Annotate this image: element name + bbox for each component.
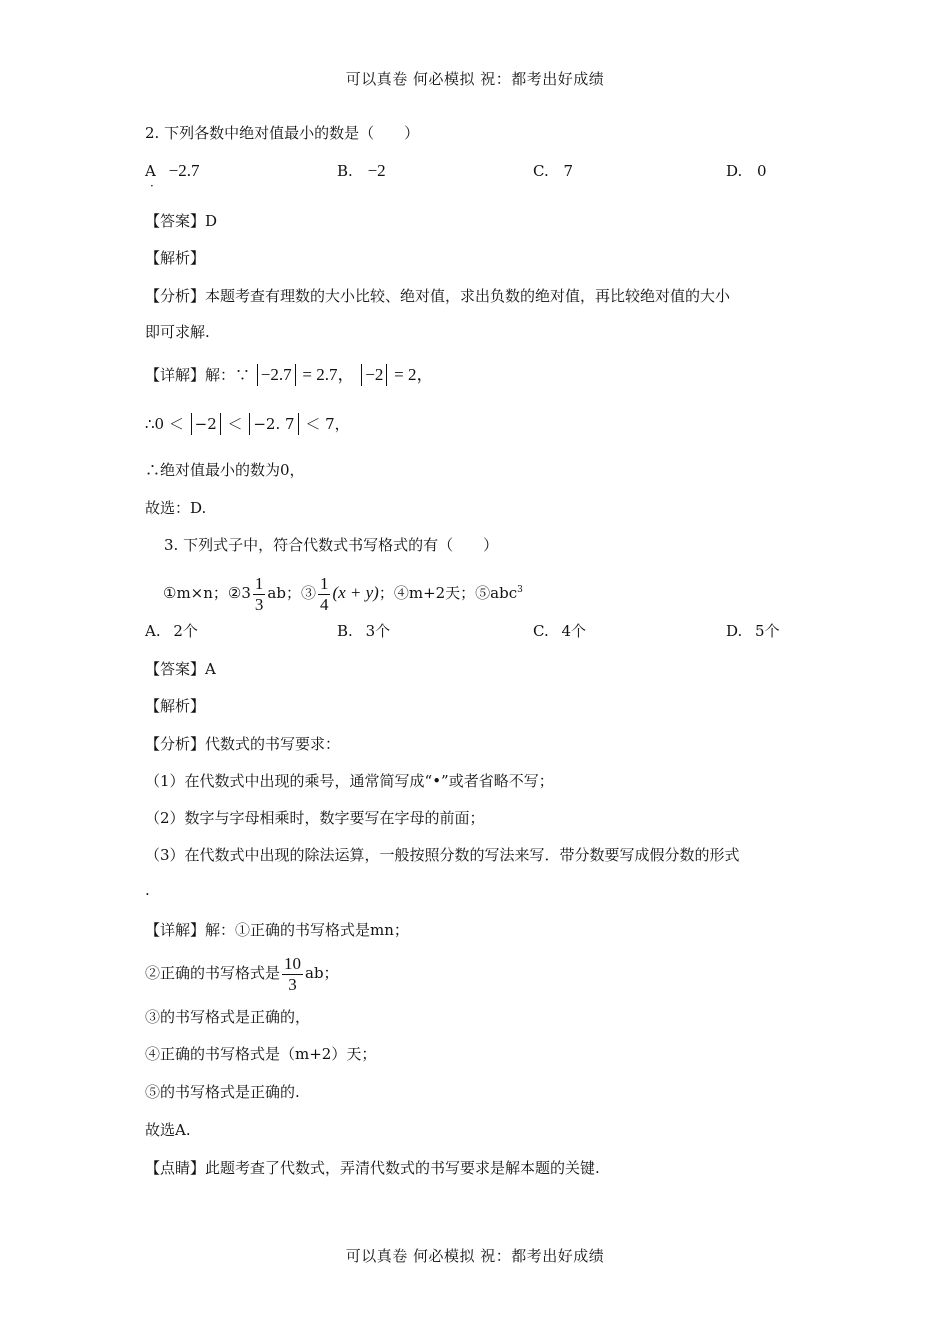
expr-part3: (x + y) <box>332 583 379 602</box>
q2-fenxi-line1: 【分析】本题考查有理数的大小比较、绝对值，求出负数的绝对值，再比较绝对值的大小 <box>145 287 731 305</box>
abs-value-box: −2 <box>361 364 387 386</box>
q3-rule1: （1）在代数式中出现的乘号，通常简写成“•”或者省略不写； <box>145 772 554 790</box>
q2-option-a-dot: · <box>150 179 154 193</box>
q3-rule2: （2）数字与字母相乘时，数字要写在字母的前面； <box>145 809 485 827</box>
q3-stem: 3. 下列式子中，符合代数式书写格式的有（ ） <box>164 536 499 554</box>
option-value: 3个 <box>365 622 391 640</box>
q3-rule3-dot: . <box>145 881 150 899</box>
expr-part2: ab；③ <box>267 584 316 602</box>
option-value: 2个 <box>173 622 198 640</box>
expr-superscript: 3 <box>517 585 523 595</box>
q3-detail-1: 【详解】解：①正确的书写格式是mn； <box>145 921 409 939</box>
q3-option-d <box>726 621 780 641</box>
q3-detail-5: ⑤的书写格式是正确的. <box>145 1083 300 1101</box>
q2-detail <box>145 364 434 386</box>
option-letter: D. <box>726 622 743 640</box>
q2-jiexi: 【解析】 <box>145 249 206 267</box>
q3-fenxi: 【分析】代数式的书写要求： <box>145 735 341 753</box>
q2-chain <box>145 413 350 435</box>
fraction-numerator: 1 <box>319 573 329 593</box>
option-letter: B. <box>337 162 353 180</box>
option-letter: B. <box>337 622 353 640</box>
chain-tail: ＜ 7， <box>305 415 350 433</box>
fraction-denominator: 3 <box>254 594 264 614</box>
fraction-numerator: 1 <box>254 573 264 593</box>
fraction-one-fourth <box>318 575 331 614</box>
q2-option-c <box>533 161 573 181</box>
q3-detail-4: ④正确的书写格式是（m+2）天； <box>145 1045 377 1063</box>
option-value: 4个 <box>561 622 587 640</box>
option-letter: A <box>145 162 156 180</box>
q3-expressions <box>163 570 523 614</box>
q2-fenxi-line2: 即可求解. <box>145 323 210 341</box>
q2-option-b <box>337 161 386 181</box>
option-value: 7 <box>563 162 574 180</box>
page-header: 可以真卷 何必模拟 祝：都考出好成绩 <box>345 70 605 88</box>
abs-value-box: −2.7 <box>257 364 296 386</box>
detail-eq1: = 2.7， <box>302 365 355 384</box>
fraction-denominator: 3 <box>288 974 297 994</box>
option-letter: C. <box>533 162 549 180</box>
q3-jiexi: 【解析】 <box>145 697 206 715</box>
expr-part4: ；④m+2天；⑤abc <box>378 584 518 602</box>
detail-prefix: 【详解】解：∵ <box>145 366 251 384</box>
q3-dianjing: 【点睛】此题考查了代数式，弄清代数式的书写要求是解本题的关键. <box>145 1159 600 1177</box>
detail-eq2: = 2， <box>394 365 434 384</box>
abs-value-box: −2 <box>191 413 221 435</box>
chain-prefix: ∴0 ＜ <box>145 415 184 433</box>
q3-rule3: （3）在代数式中出现的除法运算，一般按照分数的写法来写．带分数要写成假分数的形式 <box>145 846 740 864</box>
q3-option-b <box>337 621 390 641</box>
expr-part1: ①m×n；②3 <box>163 584 251 602</box>
fraction-denominator: 4 <box>319 594 329 614</box>
q3-option-a <box>145 621 198 641</box>
option-value: −2 <box>367 161 386 180</box>
detail2-prefix: ②正确的书写格式是 <box>145 964 281 982</box>
option-letter: D. <box>726 162 743 180</box>
fraction-ten-thirds <box>282 955 303 994</box>
q3-choose: 故选A. <box>145 1121 191 1139</box>
detail2-suffix: ab； <box>305 964 339 982</box>
q3-option-c <box>533 621 586 641</box>
chain-lt: ＜ <box>227 415 243 433</box>
q2-answer: 【答案】D <box>145 212 218 230</box>
fraction-numerator: 10 <box>284 953 302 973</box>
option-letter: A. <box>145 622 161 640</box>
page-footer: 可以真卷 何必模拟 祝：都考出好成绩 <box>345 1247 605 1265</box>
q3-detail-3: ③的书写格式是正确的， <box>145 1008 311 1026</box>
q2-option-d <box>726 161 767 181</box>
abs-value-box: −2. 7 <box>249 413 298 435</box>
q3-detail-2 <box>145 953 339 994</box>
q3-answer: 【答案】A <box>145 660 216 678</box>
option-value: 5个 <box>755 622 780 640</box>
fraction-one-third <box>253 575 266 614</box>
q2-choose: 故选：D. <box>145 499 207 517</box>
option-value: −2.7 <box>168 161 200 180</box>
q2-stem: 2. 下列各数中绝对值最小的数是（ ） <box>145 124 420 142</box>
q2-conclusion: ∴绝对值最小的数为0， <box>145 461 305 479</box>
option-letter: C. <box>533 622 549 640</box>
option-value: 0 <box>757 162 767 180</box>
